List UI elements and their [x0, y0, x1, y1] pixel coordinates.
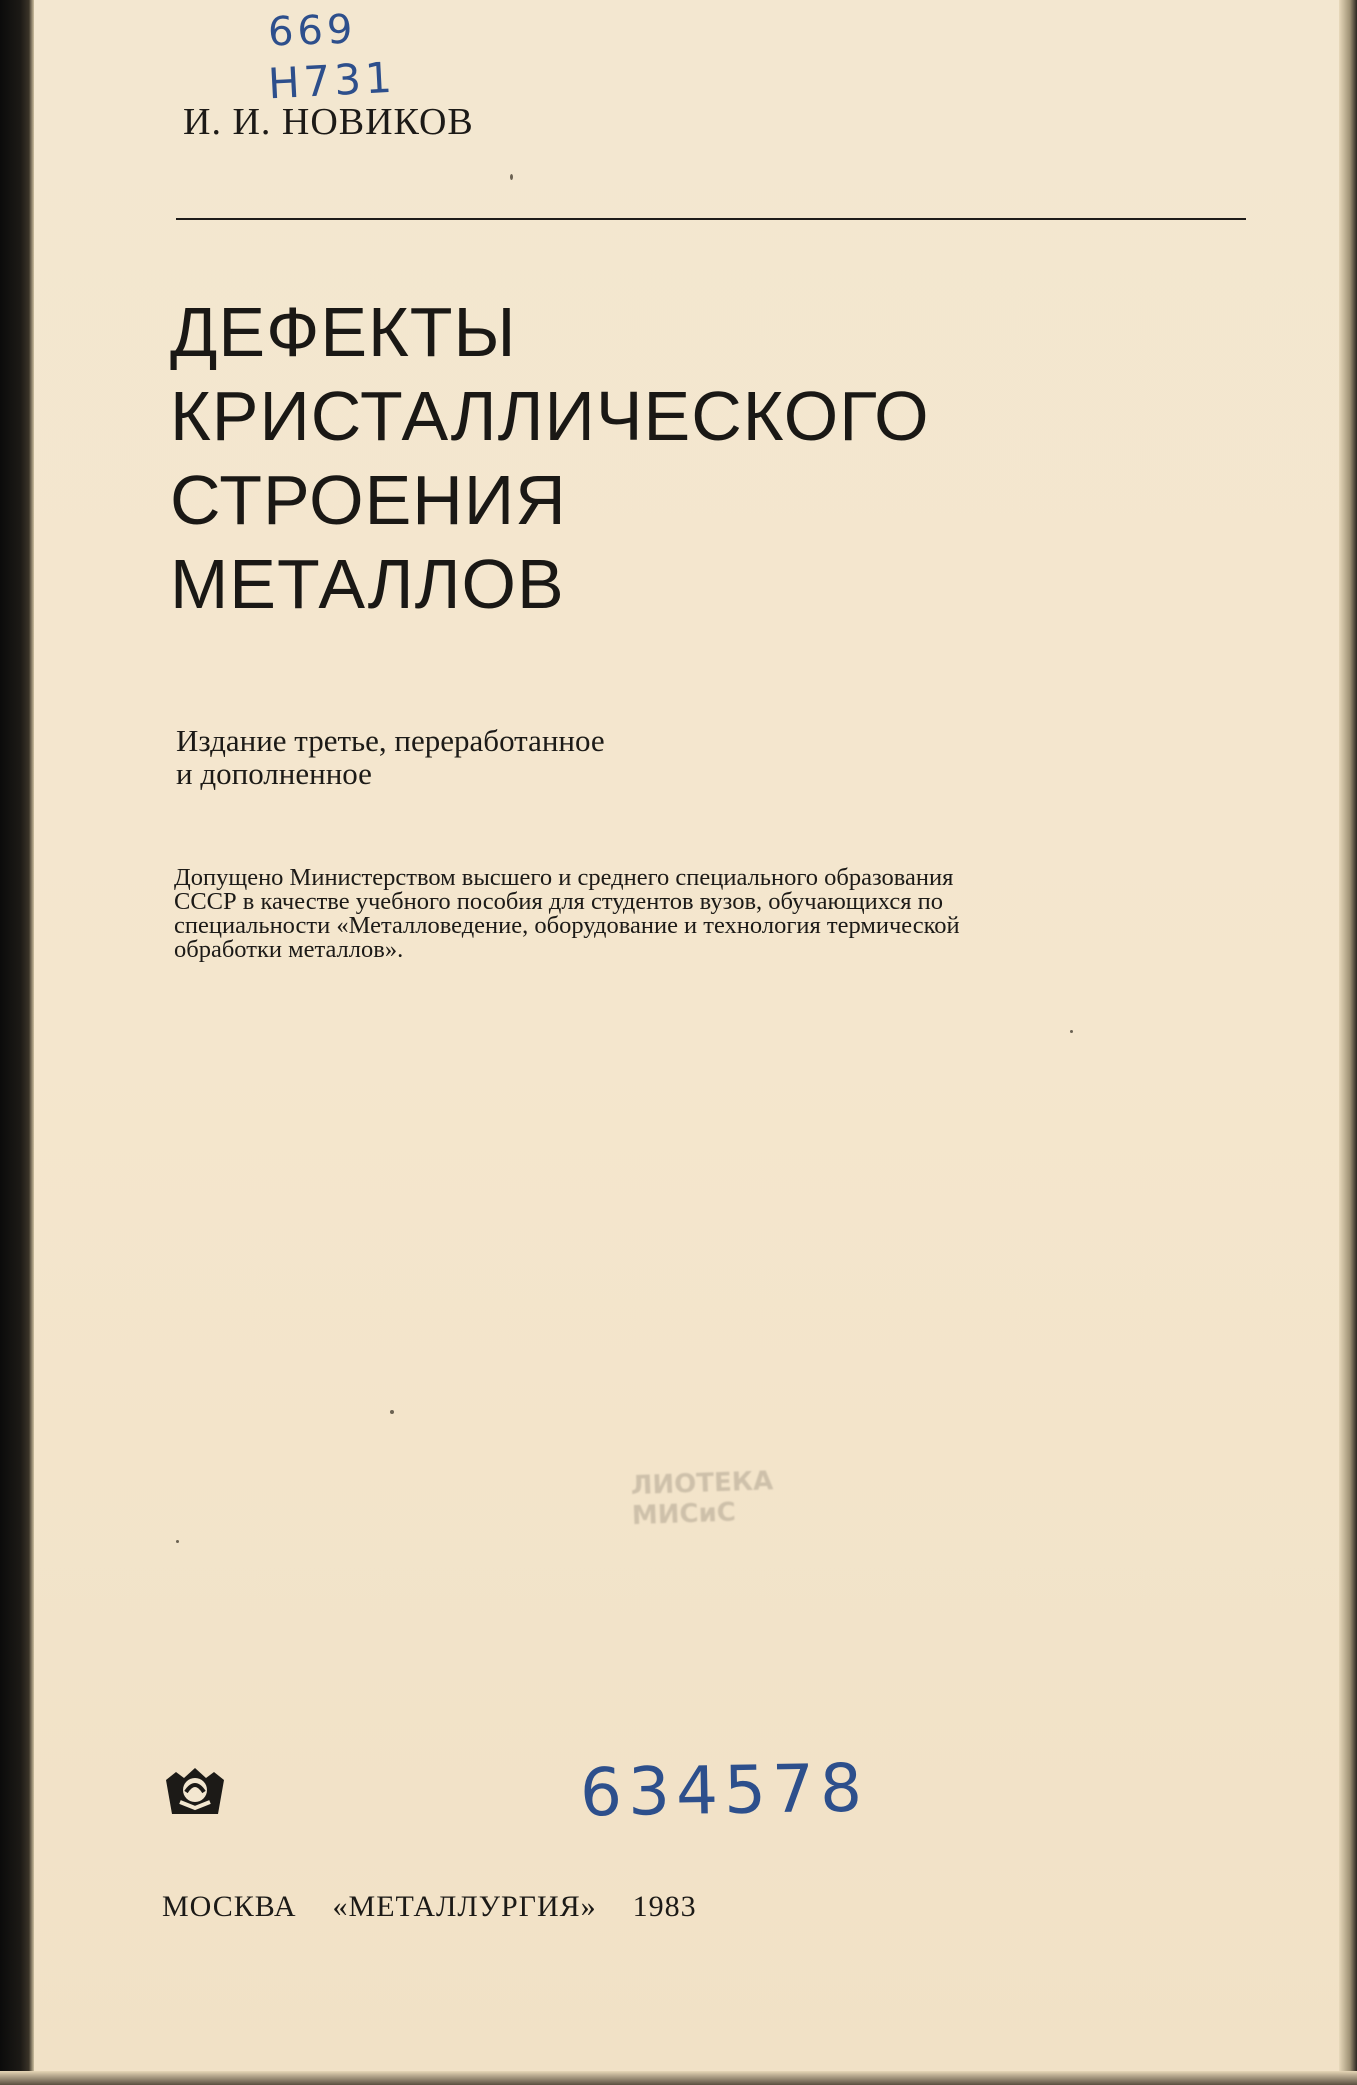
edition-note [176, 724, 605, 790]
imprint-year: 1983 [632, 1890, 697, 1923]
horizontal-rule [176, 218, 1246, 220]
imprint-line [162, 1890, 733, 1924]
paper-speck [510, 174, 513, 180]
scan-edge-left [0, 0, 34, 2085]
publisher-logo-icon [162, 1758, 228, 1824]
title-line-4: МЕТАЛЛОВ [170, 545, 565, 623]
title-line-3: СТРОЕНИЯ [170, 461, 567, 539]
imprint-publisher: «МЕТАЛЛУРГИЯ» [332, 1890, 597, 1923]
edition-line-2: и дополненное [176, 756, 372, 791]
title-line-2: КРИСТАЛЛИЧЕСКОГО [170, 377, 930, 455]
library-stamp-faint [630, 1465, 813, 1571]
handwritten-shelf-mark-bottom: Н731 [266, 52, 397, 109]
paper-speck [1070, 1030, 1073, 1033]
book-title [170, 290, 930, 626]
imprint-city: МОСКВА [162, 1890, 297, 1923]
handwritten-inventory-number: 634578 [579, 1749, 869, 1832]
approval-line-1: Допущено Министерством высшего и среднего специального образования [174, 864, 954, 891]
approval-statement [174, 866, 1242, 962]
approval-line-2: СССР в качестве учебного пособия для студентов вузов, обучающихся по [174, 888, 943, 915]
edition-line-1: Издание третье, переработанное [176, 723, 605, 758]
stamp-line-2: МИСиС [631, 1497, 737, 1532]
handwritten-shelf-mark-top: 669 [267, 6, 358, 56]
title-line-1: ДЕФЕКТЫ [170, 293, 517, 371]
paper-speck [176, 1540, 179, 1543]
scan-edge-bottom [0, 2071, 1357, 2085]
stamp-line-1: ЛИОТЕКА [630, 1466, 774, 1502]
paper-speck [390, 1410, 394, 1414]
approval-line-3: специальности «Металловедение, оборудование и технология термической [174, 912, 960, 939]
scan-edge-right [1339, 0, 1357, 2085]
author-name: И. И. НОВИКОВ [183, 101, 474, 143]
approval-line-4: обработки металлов». [174, 936, 404, 963]
